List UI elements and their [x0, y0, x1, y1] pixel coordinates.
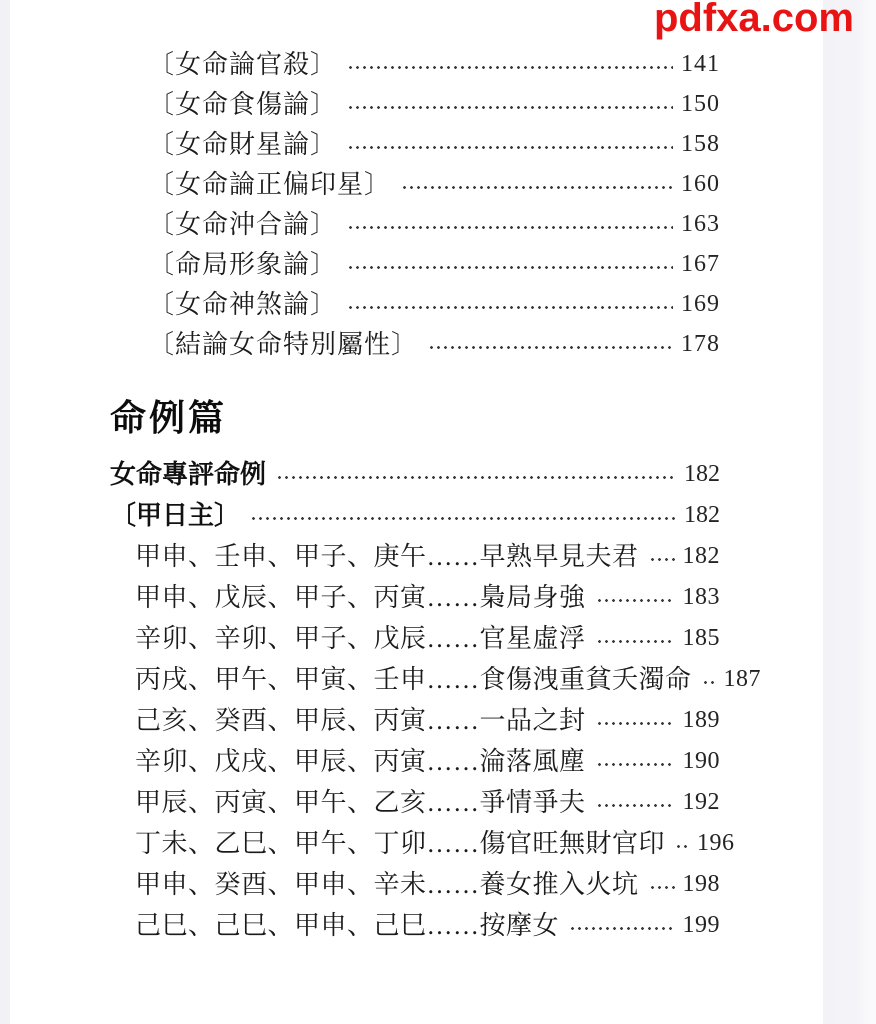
dotted-leader [649, 555, 675, 565]
toc-entry-label: 〔女命神煞論〕 [148, 289, 338, 319]
dotted-leader [596, 596, 675, 606]
toc-entry-label: 〔命局形象論〕 [148, 249, 338, 279]
toc-section-cases [0, 452, 876, 944]
toc-entry-label: 辛卯、戊戌、甲辰、丙寅……淪落風塵 [135, 747, 586, 776]
toc-entry [148, 42, 720, 82]
dotted-leader [401, 182, 673, 192]
dotted-leader [347, 222, 673, 232]
toc-entry [135, 657, 762, 698]
toc-entry [110, 452, 720, 493]
toc-entry-page: 196 [697, 830, 735, 856]
toc-entry [148, 82, 720, 122]
toc-entry-page: 178 [681, 330, 720, 357]
toc-entry-label: 己亥、癸酉、甲辰、丙寅……一品之封 [135, 706, 586, 735]
toc-entry [110, 493, 720, 534]
toc-entry-page: 192 [682, 789, 720, 815]
toc-entry-page: 167 [681, 250, 720, 277]
toc-entry [135, 616, 720, 657]
dotted-leader [347, 302, 673, 312]
toc-entry-page: 182 [682, 543, 720, 569]
dotted-leader [347, 102, 673, 112]
toc-entry-page: 187 [723, 666, 762, 692]
section-heading: 命例篇 [110, 397, 228, 438]
toc-entry-page: 189 [682, 707, 720, 733]
toc-entry-label: 〔結論女命特別屬性〕 [148, 329, 419, 359]
toc-entry-label: 甲申、壬申、甲子、庚午……早熟早見夫君 [135, 542, 639, 571]
dotted-leader [649, 883, 675, 893]
dotted-leader [596, 801, 675, 811]
toc-entry [135, 575, 720, 616]
toc-entry-page: 141 [681, 50, 720, 77]
toc-entry [148, 202, 720, 242]
dotted-leader [596, 719, 675, 729]
toc-entry-page: 163 [681, 210, 720, 237]
toc-entry-label: 辛卯、辛卯、甲子、戊辰……官星虛浮 [135, 624, 586, 653]
toc-entry-label: 甲申、戊辰、甲子、丙寅……梟局身強 [135, 583, 586, 612]
dotted-leader [596, 760, 675, 770]
toc-entry [148, 282, 720, 322]
toc-entry-page: 169 [681, 290, 720, 317]
toc-entry-page: 199 [682, 912, 720, 938]
toc-entry-page: 160 [681, 170, 720, 197]
dotted-leader [428, 342, 673, 352]
toc-entry-label: 甲辰、丙寅、甲午、乙亥……爭情爭夫 [135, 788, 586, 817]
toc-entry [135, 534, 720, 575]
dotted-leader [276, 473, 676, 483]
toc-entry-page: 190 [682, 748, 720, 774]
dotted-leader [347, 262, 673, 272]
toc-entry [135, 780, 720, 821]
toc-entry-page: 158 [681, 130, 720, 157]
dotted-leader [250, 514, 676, 524]
toc-entry [148, 242, 720, 282]
toc-entry-label: 甲申、癸酉、甲申、辛未……養女推入火坑 [135, 870, 639, 899]
toc-entry [148, 162, 720, 202]
toc-entry-label: 〔女命論正偏印星〕 [148, 169, 392, 199]
toc-entry [135, 903, 720, 944]
toc-entry [135, 821, 735, 862]
toc-entry-label: 〔女命沖合論〕 [148, 209, 338, 239]
toc-entry-page: 185 [682, 625, 720, 651]
dotted-leader [347, 142, 673, 152]
toc-entry [135, 739, 720, 780]
dotted-leader [675, 842, 689, 852]
dotted-leader [596, 637, 675, 647]
toc-entry-label: 〔女命財星論〕 [148, 129, 338, 159]
toc-entry-page: 182 [684, 502, 720, 528]
toc-entry-label: 〔女命食傷論〕 [148, 89, 338, 119]
toc-entry-page: 150 [681, 90, 720, 117]
toc-entry [135, 698, 720, 739]
toc-entry-page: 183 [682, 584, 720, 610]
toc-entry-label: 己巳、己巳、甲申、己巳……按摩女 [135, 911, 560, 940]
toc-entry-label: 丙戌、甲午、甲寅、壬申……食傷洩重貧夭濁命 [135, 665, 692, 694]
toc-entry-label: 〔甲日主〕 [110, 500, 241, 530]
dotted-leader [569, 924, 674, 934]
toc-entry [135, 862, 720, 903]
toc-entry-page: 182 [684, 461, 720, 487]
toc-entry-page: 198 [682, 871, 720, 897]
dotted-leader [347, 62, 673, 72]
toc-entry-label: 〔女命論官殺〕 [148, 49, 338, 79]
toc-entry [148, 122, 720, 162]
toc-entry [148, 322, 720, 362]
toc-section-theory [0, 42, 876, 362]
watermark: pdfxa.com [653, 0, 854, 40]
toc-entry-label: 女命專評命例 [110, 459, 267, 489]
dotted-leader [702, 678, 716, 688]
toc-entry-label: 丁未、乙巳、甲午、丁卯……傷官旺無財官印 [135, 829, 666, 858]
